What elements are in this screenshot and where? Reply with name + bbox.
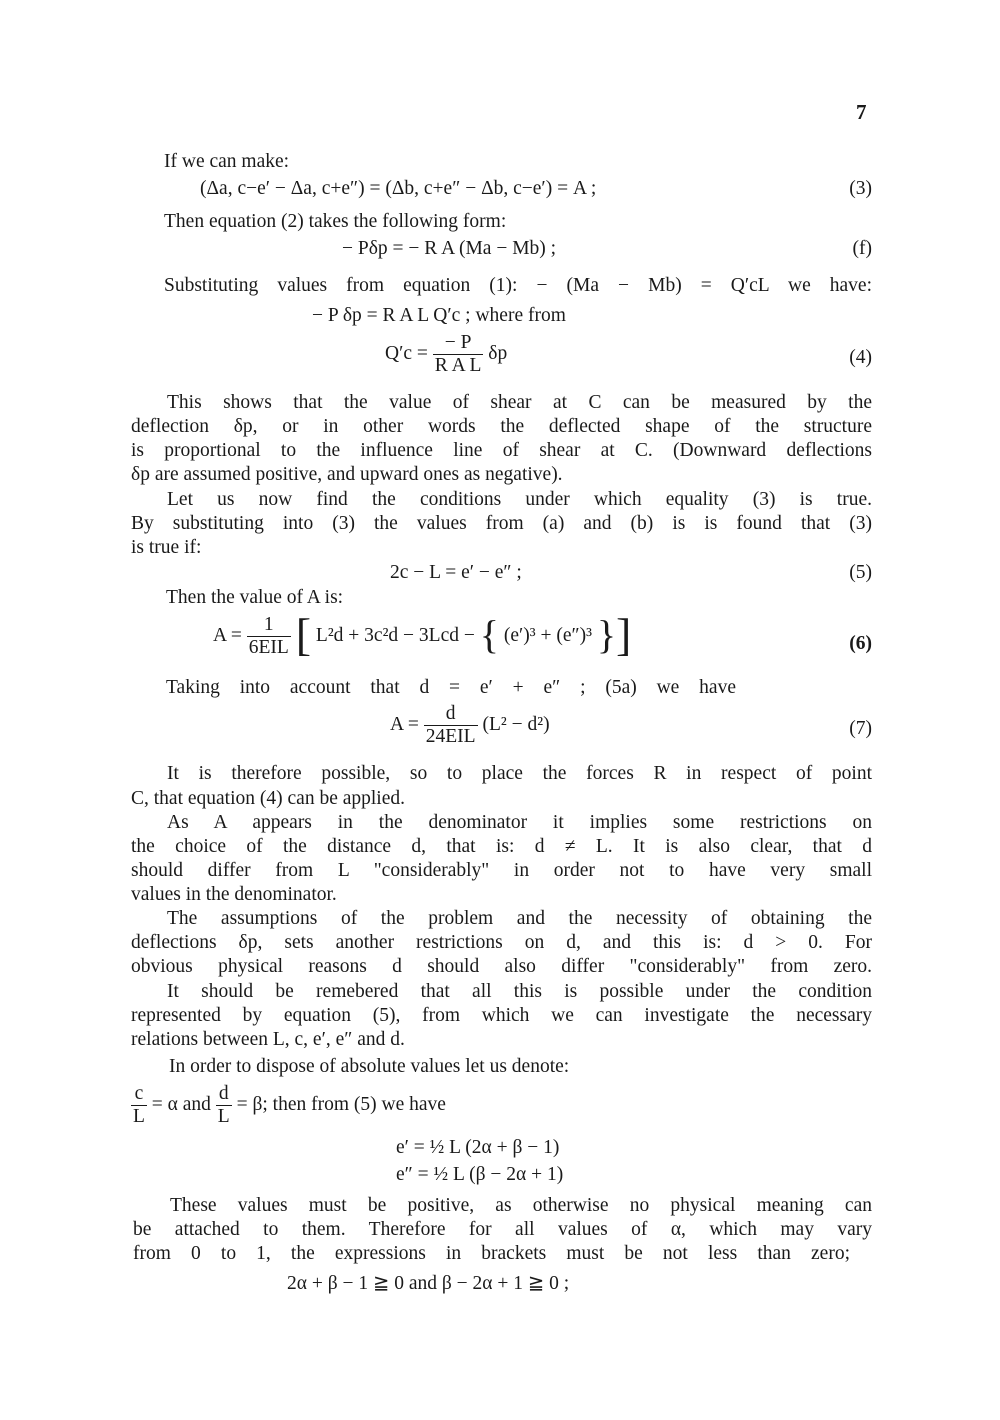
- eq6-body: L²d + 3c²d − 3Lcd −: [315, 624, 475, 646]
- equation-e-double-prime: e″ = ½ L (β − 2α + 1): [396, 1164, 564, 1185]
- equation-6: [213, 608, 632, 660]
- text-line: It is therefore possible, so to place the forces R in respect of point: [167, 763, 872, 784]
- equation-3: (Δa, c−e′ − Δa, c+e″) = (Δb, c+e″ − Δb, c−e′) = A ;: [200, 178, 597, 199]
- text-line: δp are assumed positive, and upward ones as negative).: [131, 464, 563, 485]
- text-line: should differ from L "considerably" in order not to have very small: [131, 860, 872, 881]
- eq7-numerator: d: [445, 703, 456, 724]
- eq4-denominator: R A L: [434, 355, 482, 376]
- eq7-denominator: 24EIL: [425, 726, 476, 747]
- eq6-denominator: 6EIL: [248, 637, 289, 658]
- definition-line: [131, 1083, 446, 1128]
- d-numerator: d: [218, 1083, 229, 1104]
- text-line: relations between L, c, e′, e″ and d.: [131, 1029, 405, 1050]
- text-line: from 0 to 1, the expressions in brackets must be not less than zero;: [133, 1243, 850, 1264]
- equation-5: 2c − L = e′ − e″ ;: [390, 562, 522, 583]
- right-brace: }: [596, 611, 617, 657]
- text-line: Let us now find the conditions under which equality (3) is true.: [167, 489, 872, 510]
- equation-number: (5): [849, 562, 872, 583]
- equation-7: [390, 703, 550, 748]
- text-line: Then equation (2) takes the following form:: [164, 211, 507, 232]
- beta-def: = β; then from (5) we have: [236, 1093, 446, 1115]
- text-line: be attached to them. Therefore for all values of α, which may vary: [133, 1219, 872, 1240]
- text-line: deflections δp, sets another restrictions on d, and this is: d > 0. For: [131, 932, 872, 953]
- text-line: As A appears in the denominator it implies some restrictions on: [167, 812, 872, 833]
- equation-4: [385, 332, 507, 377]
- d-over-L: [216, 1083, 232, 1128]
- eq6-lhs: A =: [213, 624, 242, 646]
- text-line: The assumptions of the problem and the necessity of obtaining the: [167, 908, 872, 929]
- text-line: deflection δp, or in other words the deflected shape of the structure: [131, 416, 872, 437]
- text-line: is proportional to the influence line of shear at C. (Downward deflections: [131, 440, 872, 461]
- left-brace: {: [479, 611, 499, 657]
- equation-number: (6): [849, 633, 872, 654]
- text-line: This shows that the value of shear at C can be measured by the: [167, 392, 872, 413]
- text-line: Then the value of A is:: [166, 587, 344, 608]
- text-line: These values must be positive, as otherwise no physical meaning can: [170, 1195, 872, 1216]
- text-line: In order to dispose of absolute values let us denote:: [169, 1056, 570, 1077]
- eq6-numerator: 1: [263, 614, 274, 635]
- text-line: By substituting into (3) the values from (a) and (b) is is found that (3): [131, 513, 872, 534]
- c-numerator: c: [134, 1083, 144, 1104]
- text-line: values in the denominator.: [131, 884, 337, 905]
- text-line: is true if:: [131, 537, 202, 558]
- eq4-lhs: Q′c =: [385, 342, 428, 364]
- eq4-rhs: δp: [488, 342, 508, 364]
- text-line: Substituting values from equation (1): − (Ma − Mb) = Q′cL we have:: [164, 275, 872, 296]
- eq4-numerator: − P: [444, 332, 472, 353]
- text-line: It should be remebered that all this is possible under the condition: [167, 981, 872, 1002]
- eq7-lhs: A =: [390, 713, 419, 735]
- equation-number: (3): [849, 178, 872, 199]
- equation-number: (f): [852, 238, 872, 259]
- text-line: the choice of the distance d, that is: d ≠ L. It is also clear, that d: [131, 836, 872, 857]
- text-line: obvious physical reasons d should also differ "considerably" from zero.: [131, 956, 872, 977]
- equation-line: − P δp = R A L Q′c ; where from: [312, 305, 566, 326]
- page-number: 7: [856, 100, 867, 124]
- eq7-rhs: (L² − d²): [482, 713, 550, 735]
- text-line: Taking into account that d = e′ + e″ ; (5a) we have: [166, 677, 736, 698]
- eq6-fraction: [247, 614, 291, 659]
- left-bracket: [: [295, 608, 312, 660]
- eq6-inner: (e′)³ + (e″)³: [503, 624, 592, 646]
- equation-number: (4): [849, 347, 872, 368]
- eq7-fraction: [424, 703, 478, 748]
- c-over-L: [131, 1083, 147, 1128]
- text-line: If we can make:: [164, 151, 290, 172]
- equation-f: − Pδp = − R A (Ma − Mb) ;: [342, 238, 557, 259]
- inequality-line: 2α + β − 1 ≧ 0 and β − 2α + 1 ≧ 0 ;: [287, 1273, 570, 1294]
- text-line: represented by equation (5), from which we can investigate the necessary: [131, 1005, 872, 1026]
- equation-number: (7): [849, 718, 872, 739]
- equation-e-prime: e′ = ½ L (2α + β − 1): [396, 1137, 560, 1158]
- L-denominator: L: [133, 1106, 145, 1127]
- alpha-def: = α and: [151, 1093, 211, 1115]
- L-denominator: L: [217, 1106, 230, 1127]
- text-line: C, that equation (4) can be applied.: [131, 788, 405, 809]
- right-bracket: ]: [616, 608, 632, 660]
- eq4-fraction: [433, 332, 484, 377]
